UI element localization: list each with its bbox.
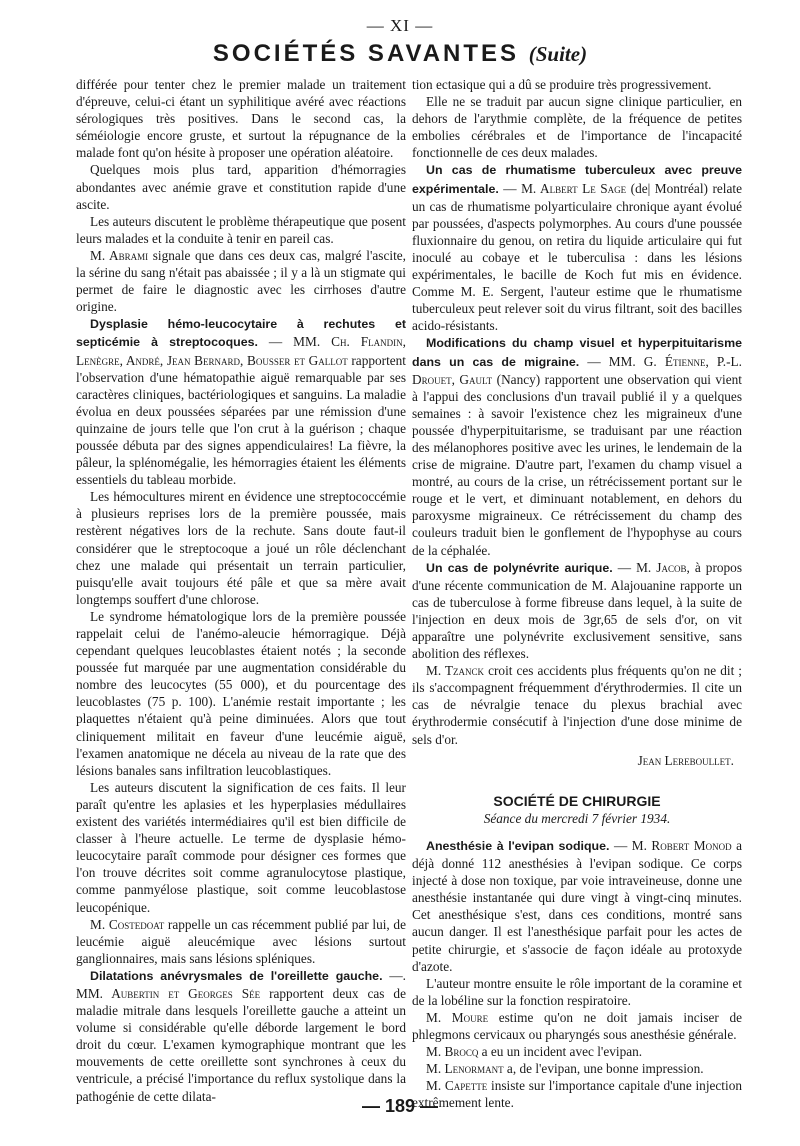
communication-title: Un cas de rhumatisme tuberculeux avec preuve expérimentale. [412,163,742,196]
paragraph [76,247,406,315]
communication-text: (Nancy) rapportent une observation qui vient à l'appui des conclusions d'un travail publié il y a quelques semaines : à savoir l'existence chez les migraineux d'une poussée d'hyperpituitarisme, se traduisant par une réaction des mélanophores positive avec les urines, le lendemain de la crise de migraine. D'autre part, l'examen du champ visuel a montré, au cours de la crise, un rétrécissement portant sur le rouge et le vert, et diminuant notablement, en dehors du paroxysme migraineux. Ce rétrécissement du champ des couleurs traduit bien le gonflement de l'hypophyse au cours de la céphalée. [412,371,742,558]
paragraph [76,916,406,967]
communication-text: rapportent deux cas de maladie mitrale dans lesquels l'oreillette gauche a atteint un volume si considérable qu'elle déborde largement le bord droit du cœur. L'examen kymographique montrant que les mouvements de cette oreillette sont synchrones à ceux du ventricule, a précisé l'importance du reflux systolique dans la pathogénie de cette dilata- [76,985,406,1104]
speaker-name: M. Abrami [90,247,149,263]
communication [76,967,406,1105]
communication-title: Modifications du champ visuel et hyperpituitarisme dans un cas de migraine. [412,336,742,369]
communication-title: Un cas de polynévrite aurique. [426,560,613,575]
speaker-name: M. Costedoat [90,916,165,932]
communication-authors: —. MM. Aubertin et Georges Sée [76,967,406,1001]
communication-text: (de| Montréal) relate un cas de rhumatisme polyarticulaire chronique ayant évolué par poussées, d'aspects polymorphes. Au cours d'une poussée fluxionnaire du genou, on retira du liquide articulaire qui fut inoculé au cobaye et le tuberculisa : dans les lésions expérimentales, le bacille de Koch fut mis en évidence. Comme M. E. Sergent, l'auteur estime que le rhumatisme tuberculeux peut relever soit du virus filtrant, soit des bacilles acido-résistants. [412,180,742,334]
section-title: SOCIÉTÉ DE CHIRURGIE [493,792,661,809]
paragraph [412,662,742,747]
speaker-name: M. Capette [426,1078,488,1094]
right-column [412,76,742,1111]
paragraph: Les auteurs discutent le problème thérapeutique que posent leurs malades et la conduite à tenir en pareil cas. [76,213,406,246]
communication-text: à propos d'une récente communication de M. Alajouanine rapporte un cas de tuberculose à forme fibreuse dans lequel, à la suite de l'injection en deux mois de 3gr,65 de sels d'or, on vit apparaître une polynévrite exclusivement sensitive, sans abolition des réflexes. [412,559,742,662]
communication-title: Anesthésie à l'evipan sodique. [426,838,610,853]
header-suite: (Suite) [528,42,588,66]
paragraph [412,1043,742,1060]
communication-title: Dilatations anévrysmales de l'oreillette gauche. [90,968,383,983]
speaker-name: M. Tzanck [426,663,485,679]
paragraph-text: signale que dans ces deux cas, malgré l'ascite, la sérine du sang n'était pas abaissée ; il y a là un stigmate qui permet de faire le diagnostic avec les cirrhoses d'autre origine. [76,247,406,315]
paragraph: Les hémocultures mirent en évidence une streptococcémie à plusieurs reprises lors de la première poussée, mais restèrent négatives lors de la rechute. Sans doute faut-il considérer que le streptocoque a joué un rôle déclenchant chez une malade qui présentait un terrain particulier, puisqu'elle avait toujours été pâle et que sa mère avait longtemps souffert d'une chlorose. [76,489,406,607]
paragraph: Elle ne se traduit par aucun signe clinique particulier, en dehors de l'arythmie complète, de la fréquence de petites embolies cérébrales et de l'importance de l'incapacité fonctionnelle de ces deux malades. [412,94,742,161]
communication [412,559,742,663]
communication-authors: — M. Albert Le Sage [498,180,627,196]
paragraph-text: a eu un incident avec l'evipan. [478,1044,643,1060]
paragraph: Les auteurs discutent la signification de ces faits. Il leur paraît qu'entre les aplasies et les hyperplasies médullaires existent des variétés intermédiaires qu'il est bien difficile de classer à l'heure actuelle. Le terme de dysplasie hémo-leucocytaire paraît commode pour désigner ces formes que l'on trouve décrites soit comme agranulocytose plastique, comme panmyélose plastique, soit comme leucoblastose leucopénique. [76,779,406,915]
communication-authors: — MM. Ch. Flandin, Lenègre, André, Jean Bernard, Bousser et Gallot [76,334,406,368]
running-header-title [0,40,800,68]
paragraph-text: croit ces accidents plus fréquents qu'on ne dit ; ils s'accompagnent fréquemment d'érythrodermies. Il cite un cas de névralgie tenace du plexus brachial avec érythrodermie consécutif à l'injection d'une dose minime de sels d'or. [412,663,742,747]
speaker-name: M. Lenormant [426,1061,504,1077]
paragraph-text: a, de l'evipan, une bonne impression. [503,1061,704,1077]
communication [76,315,406,488]
communication [412,334,742,558]
paragraph [412,1009,742,1043]
communication-authors: — MM. G. Étienne, P.-L. Drouet, Gault [412,353,743,387]
left-column [76,76,406,1105]
paragraph: Quelques mois plus tard, apparition d'hémorragies abondantes avec anémie grave et constitution rapide d'une ascite. [76,162,406,212]
communication [412,837,742,975]
communication [412,161,742,334]
author-signature: Jean Lereboullet. [637,752,734,768]
communication-authors: — M. Jacob, [612,559,690,575]
paragraph: Le syndrome hématologique lors de la première poussée rappelait celui de l'anémo-aleucie hémorragique. Déjà cependant quelques leucoblastes étaient notés ; la seconde poussée fut marquée par une augmentation considérable du nombre des leucocytes (55 000), et du pourcentage des leucoblastes (75 p. 100). L'anémie restait importante ; les plaquettes n'étaient qu'à peine diminuées. Alors que tout cliniquement militait en faveur d'une leucémie aiguë, l'examen anatomique ne décela au niveau de la rate que des lésions banales sans infiltration leucoblastiques. [76,608,406,778]
header-title-text: SOCIÉTÉS SAVANTES [212,40,520,67]
speaker-name: M. Moure [426,1009,489,1025]
section-date: Séance du mercredi 7 février 1934. [483,810,671,826]
speaker-name: M. Brocq [426,1044,479,1060]
paragraph [412,1060,742,1077]
running-header-number: — XI — [366,16,434,35]
paragraph: L'auteur montre ensuite le rôle important de la coramine et de la lobéline sur la fonction respiratoire. [412,975,742,1008]
paragraph-text: insiste sur l'importance capitale d'une injection extrêmement lente. [412,1078,742,1111]
paragraph: différée pour tenter chez le premier malade un traitement d'épreuve, celui-ci étant un syphilitique avéré avec réactions sérologiques très positives. Dans le second cas, la séméiologie encore gruste, et surtout la répugnance de la malade font qu'on hésite à proposer une opération aléatoire. [76,77,406,161]
paragraph-text: rappelle un cas récemment publié par lui, de leucémie aiguë aleucémique avec lésions surtout ganglionnaires, mais sans lésions spléniques. [76,916,406,966]
page-number: — 189 — [361,1096,439,1116]
communication-authors: — M. Robert Monod [609,837,732,853]
communication-title: Dysplasie hémo-leucocytaire à rechutes et septicémie à streptocoques. [76,317,406,350]
paragraph: tion ectasique qui a dû se produire très progressivement. [412,77,712,92]
communication-text: rapportent l'observation d'une hématopathie aiguë remarquable par ses caractères cliniques, bactériologiques et sanguins. La maladie évolua en deux poussées séparées par une rémission d'une quinzaine de jours telle que l'on crut à la guérison ; chaque poussée débuta par des signes appendiculaires! La fièvre, la pâleur, la splénomégalie, les hémorragies étaient les éléments essentiels du tableau morbide. [76,352,407,488]
communication-text: a déjà donné 112 anesthésies à l'evipan sodique. Ce corps injecté à dose non toxique, par voie intraveineuse, donne une anesthésie instantanée qui dure vingt à vingt-cinq minutes. Cet anesthésique s'est, dans ces conditions, montré sans aucun danger. Il est l'anesthésique parfait pour les actes de petite chirurgie, et s'associe de façon idéale au protoxyde d'azote. [412,837,742,974]
paragraph-text: estime qu'on ne doit jamais inciser de phlegmons cervicaux ou pharyngés sous anesthésie générale. [412,1009,742,1042]
